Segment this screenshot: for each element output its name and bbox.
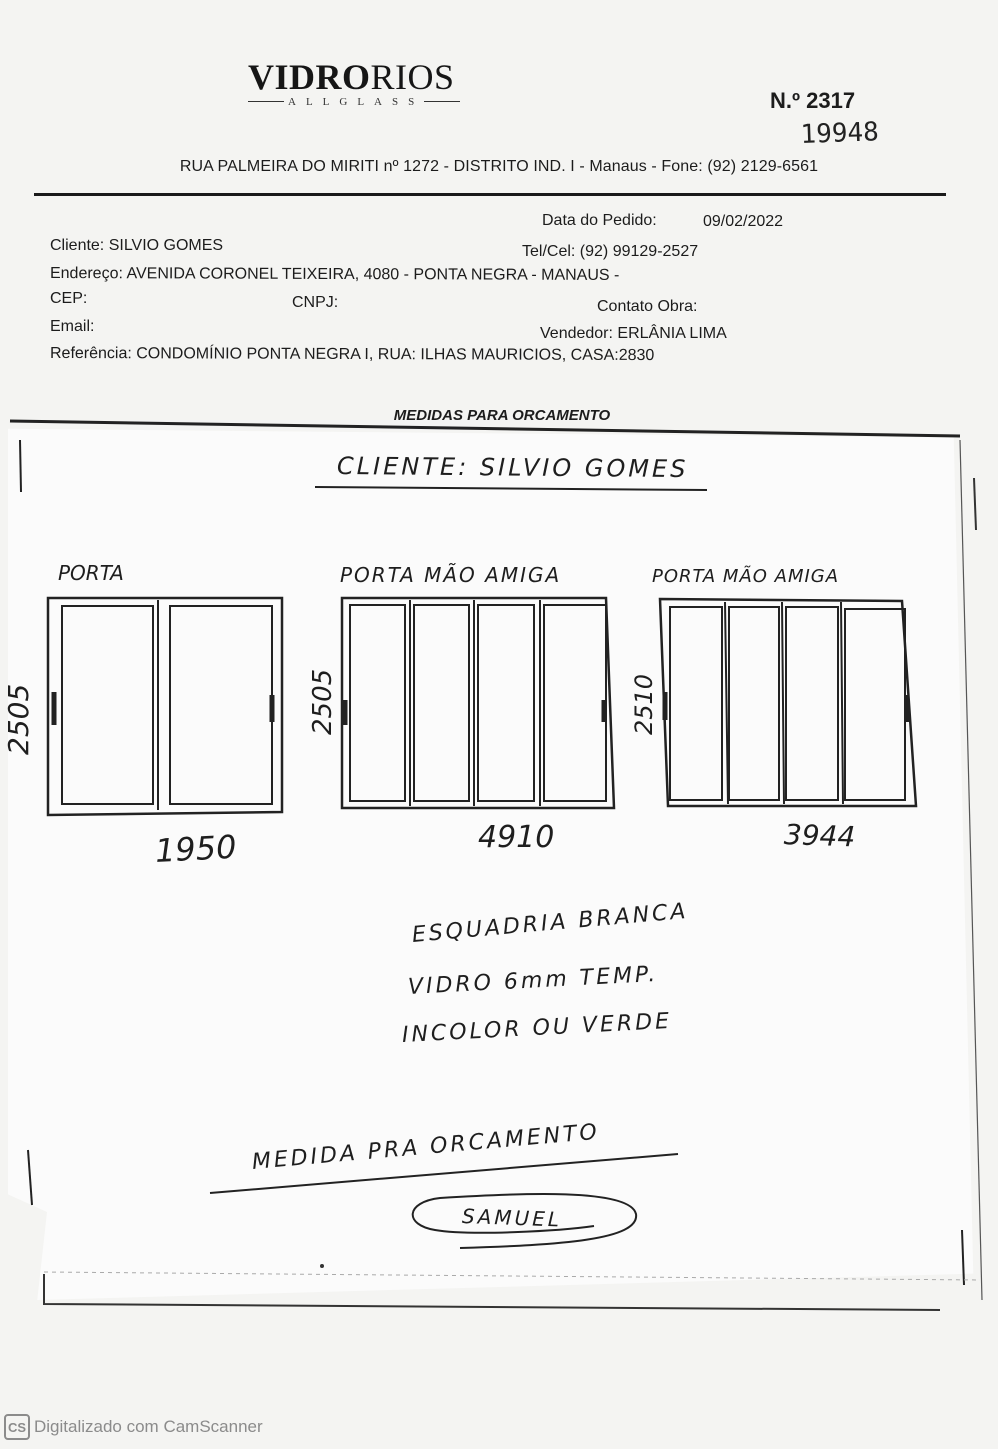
logo-accent-text: RIOS	[370, 57, 455, 97]
scanner-footer	[4, 1414, 263, 1440]
door-3-label: PORTA MÃO AMIGA	[652, 566, 840, 587]
door-2-drawing	[342, 598, 614, 808]
ink-dot	[320, 1264, 324, 1268]
door-1-label: PORTA	[58, 561, 124, 585]
phone-field: Tel/Cel: (92) 99129-2527	[522, 243, 699, 260]
scanner-footer-text: Digitalizado com CamScanner	[34, 1417, 263, 1436]
door-2-width: 4910	[478, 820, 555, 855]
logo-main-text: VIDRO	[248, 57, 371, 97]
contact-field: Contato Obra:	[597, 298, 698, 315]
door-1-drawing	[48, 598, 282, 815]
cep-field: CEP:	[50, 290, 88, 307]
order-number: N.º 2317	[770, 88, 856, 113]
sheet-fold-line	[44, 1272, 980, 1280]
door-2-label: PORTA MÃO AMIGA	[340, 563, 562, 587]
cnpj-field: CNPJ:	[292, 294, 339, 311]
door-1-height: 2505	[2, 683, 35, 755]
company-address: RUA PALMEIRA DO MIRITI nº 1272 - DISTRITO IND. I - Manaus - Fone: (92) 2129-6561	[179, 158, 819, 175]
sheet-right-edge	[960, 440, 982, 1300]
sheet-bottom-edge	[44, 1274, 940, 1310]
sketch-client-title: CLIENTE: SILVIO GOMES	[336, 452, 689, 484]
handwritten-number: 19948	[800, 117, 880, 150]
door-1-width: 1950	[154, 827, 238, 870]
reference-field: Referência: CONDOMÍNIO PONTA NEGRA I, RUA: ILHAS MAURICIOS, CASA:2830	[49, 344, 655, 365]
section-title: MEDIDAS PARA ORCAMENTO	[393, 407, 611, 424]
footer-note: MEDIDA PRA ORCAMENTO	[250, 1119, 601, 1175]
order-date-value: 09/02/2022	[703, 213, 784, 230]
note-glass: VIDRO 6mm TEMP.	[407, 961, 659, 1000]
note-color: INCOLOR OU VERDE	[401, 1008, 673, 1048]
door-3-height: 2510	[630, 673, 658, 735]
door-2-height: 2505	[308, 668, 338, 735]
signature: SAMUEL	[461, 1204, 563, 1232]
door-3-width: 3944	[783, 818, 856, 854]
sheet-top-edge	[10, 421, 960, 436]
client-title-underline	[315, 487, 707, 490]
seller-field: Vendedor: ERLÂNIA LIMA	[540, 325, 727, 342]
address-field: Endereço: AVENIDA CORONEL TEIXEIRA, 4080 - PONTA NEGRA - MANAUS -	[49, 265, 620, 284]
note-frame: ESQUADRIA BRANCA	[410, 898, 690, 948]
client-field: Cliente: SILVIO GOMES	[50, 237, 224, 254]
sheet-left-mark	[20, 440, 21, 492]
logo-subtitle: ALLGLASS	[288, 96, 425, 108]
sheet-right-mark-2	[962, 1230, 964, 1285]
sheet-left-mark-2	[28, 1150, 32, 1205]
door-3-drawing	[660, 599, 916, 806]
order-date-label: Data do Pedido:	[542, 212, 657, 229]
camscanner-icon: CS	[4, 1414, 30, 1440]
sheet-right-mark	[974, 478, 976, 530]
email-field: Email:	[50, 318, 95, 335]
